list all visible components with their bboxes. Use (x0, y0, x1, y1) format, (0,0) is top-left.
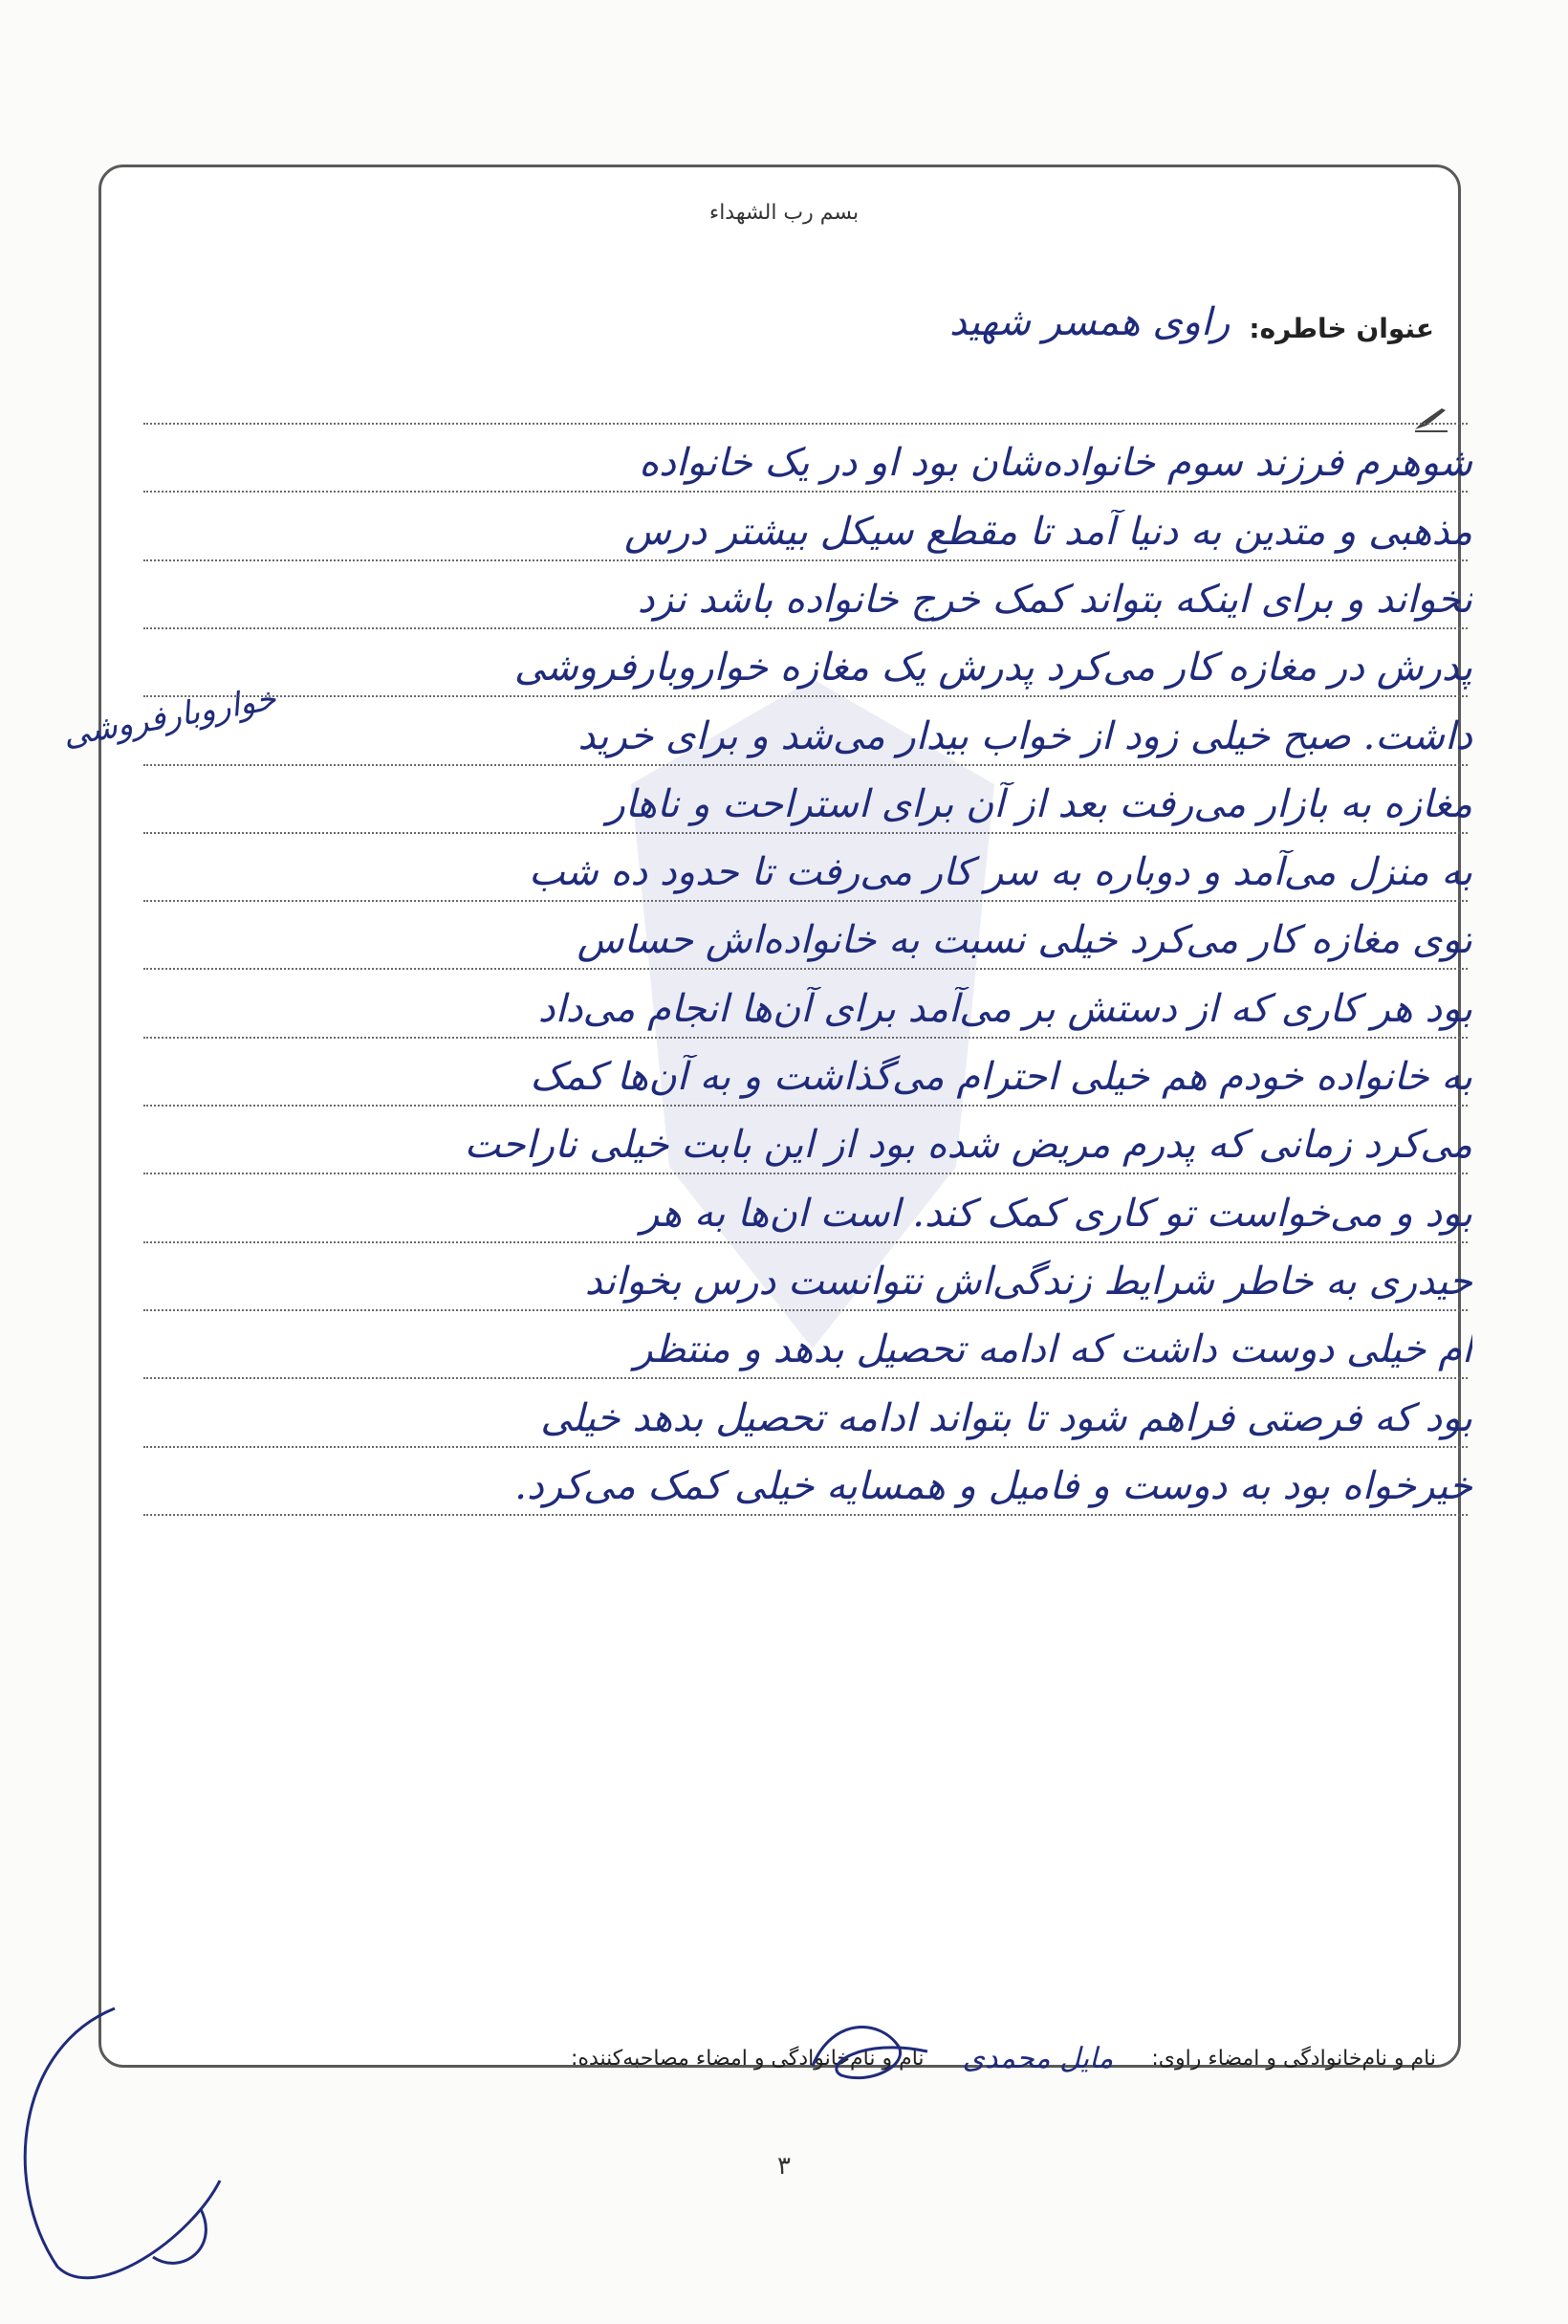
handwritten-line: توی مغازه کار می‌کرد خیلی نسبت به خانواده‌اش حساس (577, 918, 1472, 963)
ruled-line (143, 559, 1468, 561)
ruled-line (143, 968, 1468, 970)
page-number: ۳ (777, 2152, 791, 2181)
memory-title-label: عنوان خاطره: (1249, 313, 1434, 344)
handwritten-line: پدرش در مغازه کار می‌کرد پدرش یک مغازه خواروبارفروشی (513, 646, 1472, 691)
handwritten-line: نخواند و برای اینکه بتواند کمک خرج خانواده باشد نزد (637, 577, 1472, 622)
handwritten-line: بود هر کاری که از دستش بر می‌آمد برای آن‌ها انجام می‌داد (537, 986, 1472, 1031)
handwritten-line: مغازه به بازار می‌رفت بعد از آن برای استراحت و ناهار (606, 781, 1472, 826)
narrator-label: نام و نام‌خانوادگی و امضاء راوی: (1151, 2047, 1436, 2071)
handwritten-line: خیرخواه بود به دوست و فامیل و همسایه خیلی کمک می‌کرد. (514, 1463, 1472, 1508)
memory-title-value: راوی همسر شهید (948, 300, 1230, 344)
ruled-line (143, 832, 1468, 834)
margin-note: خواروبارفروشی (59, 679, 279, 755)
handwritten-line: ام خیلی دوست داشت که ادامه تحصیل بدهد و منتظر (634, 1327, 1472, 1372)
ruled-line (143, 491, 1468, 493)
ruled-line (143, 1037, 1468, 1039)
handwritten-line: بود که فرصتی فراهم شود تا بتواند ادامه تحصیل بدهد خیلی (540, 1395, 1472, 1440)
ruled-line (143, 1377, 1468, 1379)
ruled-line (143, 1105, 1468, 1107)
narrator-signature (0, 1989, 344, 2295)
handwritten-line: می‌کرد زمانی که پدرم مریض شده بود از این بابت خیلی ناراحت (464, 1123, 1472, 1168)
handwritten-line: شوهرم فرزند سوم خانواده‌شان بود او در یک خانواده (639, 441, 1472, 486)
handwritten-line: داشت. صبح خیلی زود از خواب بیدار می‌شد و برای خرید (577, 713, 1472, 758)
signature-footer (571, 2042, 1436, 2075)
handwritten-line: بود و می‌خواست تو کاری کمک کند. است ان‌ها به هر (641, 1191, 1472, 1236)
ruled-line (143, 1309, 1468, 1311)
handwritten-line: مذهبی و متدین به دنیا آمد تا مقطع سیکل بیشتر درس (624, 509, 1472, 554)
header-title: بسم رب الشهداء (708, 201, 860, 225)
narrator-name: مایل محمدی (962, 2042, 1114, 2075)
ruled-line (143, 1173, 1468, 1174)
ruled-line (143, 1514, 1468, 1516)
ruled-line (143, 1446, 1468, 1448)
interviewer-label: نام و نام‌خانوادگی و امضاء مصاحبه‌کننده: (571, 2047, 925, 2071)
ruled-line (143, 423, 1468, 425)
handwritten-line: به منزل می‌آمد و دوباره به سر کار می‌رفت تا حدود ده شب (528, 850, 1472, 895)
ruled-line (143, 627, 1468, 629)
handwritten-line: به خانواده خودم هم خیلی احترام می‌گذاشت و به آن‌ها کمک (530, 1055, 1472, 1099)
ruled-line (143, 764, 1468, 766)
ruled-line (143, 900, 1468, 902)
interviewer-signature (794, 2008, 947, 2094)
handwritten-line: حیدری به خاطر شرایط زندگی‌اش نتوانست درس بخواند (584, 1259, 1472, 1304)
ruled-line (143, 695, 1468, 697)
ruled-line (143, 1241, 1468, 1243)
